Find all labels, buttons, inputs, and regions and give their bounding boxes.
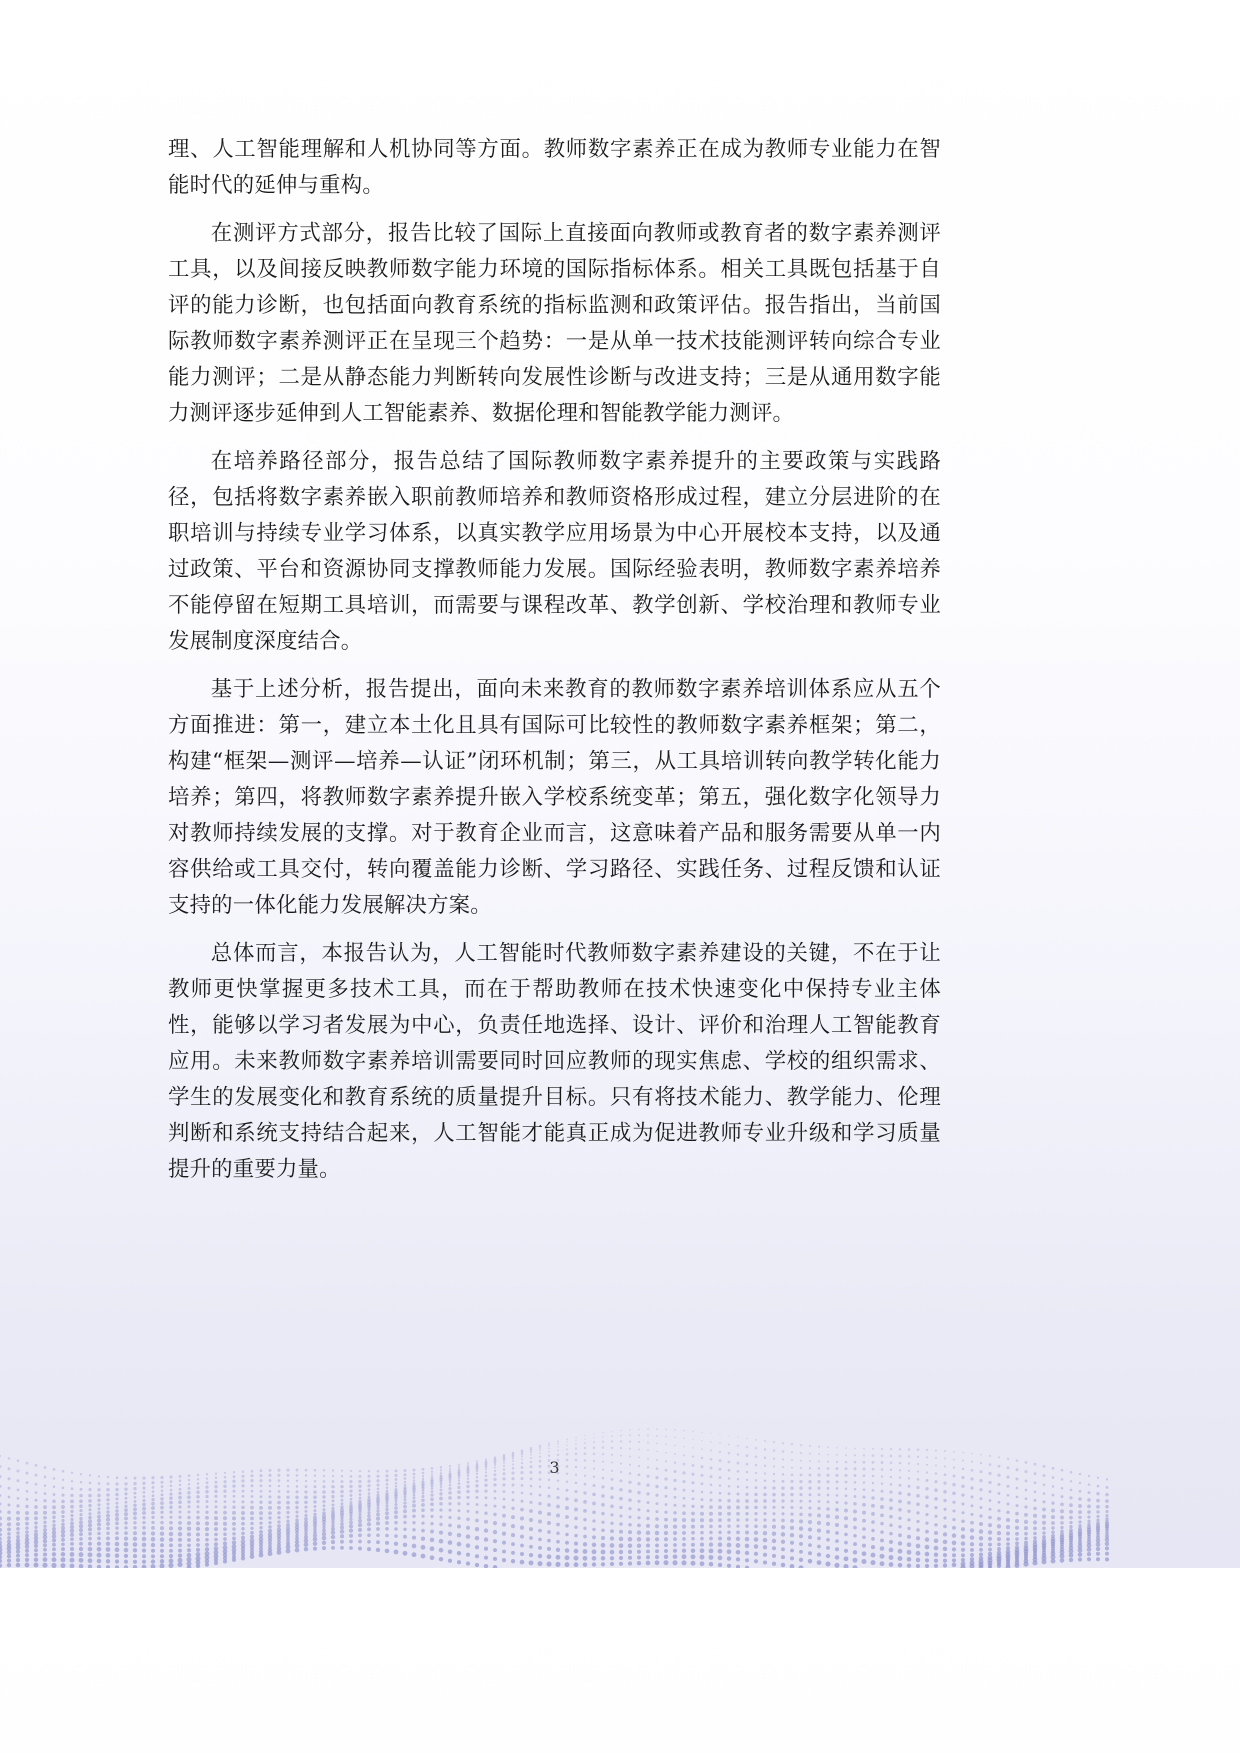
decorative-dot-wave — [0, 1418, 1109, 1568]
paragraph-conclusion: 总体而言，本报告认为，人工智能时代教师数字素养建设的关键，不在于让教师更快掌握更多技术工具，而在于帮助教师在技术快速变化中保持专业主体性，能够以学习者发展为中心，负责任地选择、设计、评价和治理人工智能教育应用。未来教师数字素养培训需要同时回应教师的现实焦虑、学校的组织需求、学生的发展变化和教育系统的质量提升目标。只有将技术能力、教学能力、伦理判断和系统支持结合起来，人工智能才能真正成为促进教师专业升级和学习质量提升的重要力量。 — [168, 941, 941, 1182]
body-text — [168, 132, 941, 1200]
paragraph-recommendations: 基于上述分析，报告提出，面向未来教育的教师数字素养培训体系应从五个方面推进：第一，建立本土化且具有国际可比较性的教师数字素养框架；第二，构建“框架—测评—培养—认证”闭环机制；第三，从工具培训转向教学转化能力培养；第四，将教师数字素养提升嵌入学校系统变革；第五，强化数字化领导力对教师持续发展的支撑。对于教育企业而言，这意味着产品和服务需要从单一内容供给或工具交付，转向覆盖能力诊断、学习路径、实践任务、过程反馈和认证支持的一体化能力发展解决方案。 — [168, 677, 941, 918]
paragraph-assessment-methods: 在测评方式部分，报告比较了国际上直接面向教师或教育者的数字素养测评工具，以及间接反映教师数字能力环境的国际指标体系。相关工具既包括基于自评的能力诊断，也包括面向教育系统的指标监测和政策评估。报告指出，当前国际教师数字素养测评正在呈现三个趋势：一是从单一技术技能测评转向综合专业能力测评；二是从静态能力判断转向发展性诊断与改进支持；三是从通用数字能力测评逐步延伸到人工智能素养、数据伦理和智能教学能力测评。 — [168, 221, 941, 426]
paragraph-continuation: 理、人工智能理解和人机协同等方面。教师数字素养正在成为教师专业能力在智能时代的延伸与重构。 — [168, 137, 941, 198]
paragraph-training-pathways: 在培养路径部分，报告总结了国际教师数字素养提升的主要政策与实践路径，包括将数字素养嵌入职前教师培养和教师资格形成过程，建立分层进阶的在职培训与持续专业学习体系，以真实教学应用场景为中心开展校本支持，以及通过政策、平台和资源协同支撑教师能力发展。国际经验表明，教师数字素养培养不能停留在短期工具培训，而需要与课程改革、教学创新、学校治理和教师专业发展制度深度结合。 — [168, 449, 941, 654]
page-number: 3 — [549, 1458, 560, 1477]
